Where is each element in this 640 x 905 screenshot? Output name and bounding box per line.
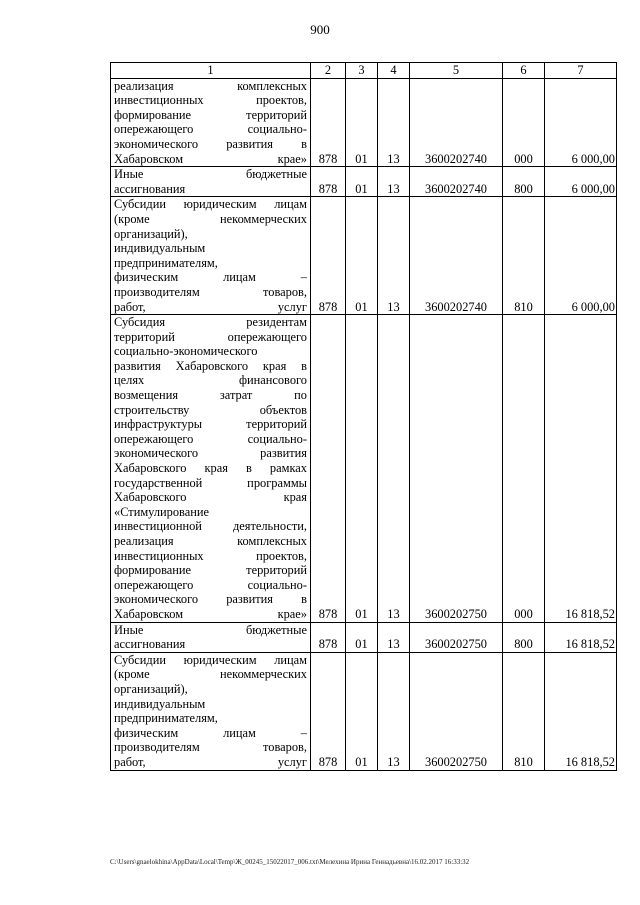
description-line: инвестиционных проектов, <box>114 93 307 108</box>
description-line: Иные бюджетные <box>114 622 307 637</box>
section-code-cell: 01 <box>346 197 378 315</box>
description-line: опережающего социально- <box>114 577 307 592</box>
subsection-code-cell: 13 <box>378 197 410 315</box>
table-row <box>111 315 617 622</box>
column-header: 2 <box>311 63 346 79</box>
subsection-code-cell: 13 <box>378 167 410 197</box>
description-line: производителям товаров, <box>114 740 307 755</box>
description-line: целях финансового <box>114 373 307 388</box>
amount-cell: 6 000,00 <box>545 197 617 315</box>
description-line: строительству объектов <box>114 402 307 417</box>
column-header: 5 <box>410 63 503 79</box>
description-line: экономического развития в <box>114 592 307 607</box>
amount-cell: 16 818,52 <box>545 652 617 770</box>
subsection-code-cell: 13 <box>378 622 410 652</box>
section-code-cell: 01 <box>346 315 378 622</box>
description-line: организаций), <box>114 681 188 696</box>
expense-type-cell: 800 <box>503 622 545 652</box>
row-description <box>111 78 311 167</box>
description-line: Хабаровском крае» <box>114 151 307 166</box>
expense-type-cell: 810 <box>503 197 545 315</box>
description-line: индивидуальным <box>114 241 206 256</box>
description-line: Субсидии юридическим лицам <box>114 652 307 667</box>
description-line: развития Хабаровского края в <box>114 358 307 373</box>
description-line: производителям товаров, <box>114 284 307 299</box>
description-line: реализация комплексных <box>114 534 307 548</box>
description-line: предпринимателям, <box>114 255 218 270</box>
column-header: 3 <box>346 63 378 79</box>
description-line: Хабаровского края <box>114 490 307 505</box>
description-line: организаций), <box>114 226 188 241</box>
expense-type-cell: 810 <box>503 652 545 770</box>
amount-cell: 16 818,52 <box>545 315 617 622</box>
description-line: формирование территорий <box>114 563 307 578</box>
description-line: (кроме некоммерческих <box>114 211 307 226</box>
description-line: индивидуальным <box>114 696 206 711</box>
table-row <box>111 167 617 197</box>
expense-type-cell: 000 <box>503 315 545 622</box>
admin-code-cell: 878 <box>311 622 346 652</box>
description-line: Субсидии юридическим лицам <box>114 197 307 212</box>
column-header: 4 <box>378 63 410 79</box>
row-description <box>111 652 311 770</box>
description-line: ассигнования <box>114 181 186 196</box>
table-row <box>111 78 617 167</box>
description-line: работ, услуг <box>114 299 307 314</box>
column-header: 1 <box>111 63 311 79</box>
budget-table <box>110 62 617 771</box>
description-line: Субсидия резидентам <box>114 315 307 330</box>
admin-code-cell: 878 <box>311 167 346 197</box>
description-line: формирование территорий <box>114 107 307 122</box>
column-header: 7 <box>545 63 617 79</box>
amount-cell: 6 000,00 <box>545 78 617 167</box>
admin-code-cell: 878 <box>311 652 346 770</box>
table-header-row <box>111 63 617 79</box>
description-line: «Стимулирование <box>114 504 209 519</box>
page-number: 900 <box>310 22 330 37</box>
description-line: инвестиционной деятельности, <box>114 519 307 534</box>
table-row <box>111 197 617 315</box>
amount-cell: 16 818,52 <box>545 622 617 652</box>
row-description <box>111 197 311 315</box>
section-code-cell: 01 <box>346 78 378 167</box>
amount-cell: 6 000,00 <box>545 167 617 197</box>
description-line: опережающего социально- <box>114 431 307 446</box>
target-article-cell: 3600202740 <box>410 197 503 315</box>
section-code-cell: 01 <box>346 167 378 197</box>
row-description <box>111 167 311 197</box>
subsection-code-cell: 13 <box>378 315 410 622</box>
admin-code-cell: 878 <box>311 78 346 167</box>
description-line: Хабаровском крае» <box>114 606 307 621</box>
description-line: возмещения затрат по <box>114 388 307 403</box>
target-article-cell: 3600202740 <box>410 167 503 197</box>
file-path-footer: C:\Users\gnaelokhina\AppData\Local\Temp\Ж_00245_15022017_006.txt\Мелехина Ирина Геннадьевна\16.02.2017 16:33:32 <box>110 858 470 866</box>
target-article-cell: 3600202740 <box>410 78 503 167</box>
description-line: экономического развития в <box>114 136 307 151</box>
description-line: инфраструктуры территорий <box>114 417 307 432</box>
target-article-cell: 3600202750 <box>410 652 503 770</box>
row-description <box>111 622 311 652</box>
section-code-cell: 01 <box>346 622 378 652</box>
column-header: 6 <box>503 63 545 79</box>
row-description <box>111 315 311 622</box>
section-code-cell: 01 <box>346 652 378 770</box>
description-line: Хабаровского края в рамках <box>114 461 307 476</box>
description-line: Иные бюджетные <box>114 167 307 182</box>
admin-code-cell: 878 <box>311 197 346 315</box>
subsection-code-cell: 13 <box>378 78 410 167</box>
description-line: экономического развития <box>114 446 307 461</box>
target-article-cell: 3600202750 <box>410 622 503 652</box>
subsection-code-cell: 13 <box>378 652 410 770</box>
description-line: опережающего социально- <box>114 122 307 137</box>
description-line: работ, услуг <box>114 754 307 769</box>
description-line: физическим лицам – <box>114 270 307 285</box>
description-line: реализация комплексных <box>114 78 307 93</box>
expense-type-cell: 800 <box>503 167 545 197</box>
description-line: территорий опережающего <box>114 329 307 344</box>
description-line: (кроме некоммерческих <box>114 667 307 682</box>
description-line: предпринимателям, <box>114 711 218 726</box>
table-row <box>111 652 617 770</box>
description-line: социально-экономического <box>114 344 258 359</box>
description-line: ассигнования <box>114 637 186 652</box>
table-row <box>111 622 617 652</box>
description-line: государственной программы <box>114 475 307 490</box>
expense-type-cell: 000 <box>503 78 545 167</box>
admin-code-cell: 878 <box>311 315 346 622</box>
target-article-cell: 3600202750 <box>410 315 503 622</box>
description-line: инвестиционных проектов, <box>114 548 307 563</box>
description-line: физическим лицам – <box>114 725 307 740</box>
